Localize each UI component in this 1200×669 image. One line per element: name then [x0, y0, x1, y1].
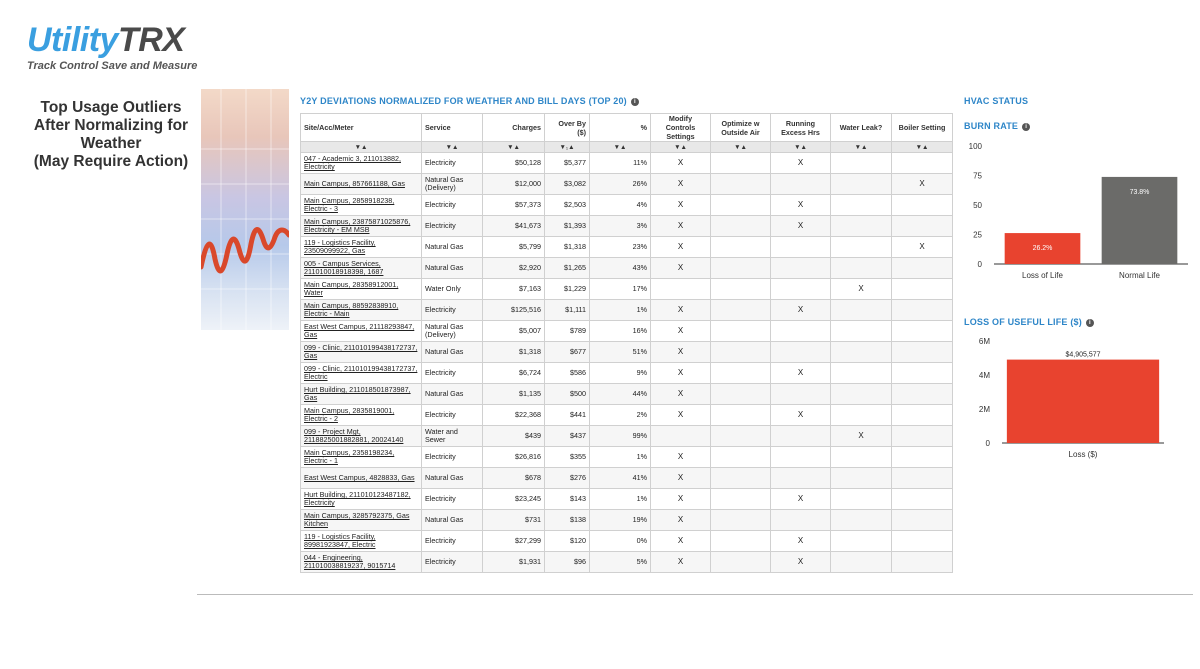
table-cell-pct: 17% [590, 279, 651, 300]
table-cell-site[interactable]: Main Campus, 2858918238, Electric - 3 [301, 195, 422, 216]
y-tick-label: 50 [973, 201, 982, 210]
table-cell-running: X [771, 216, 831, 237]
table-cell-modify: X [651, 510, 711, 531]
table-cell-leak: X [831, 426, 892, 447]
table-cell-over-by: $437 [545, 426, 590, 447]
table-cell-running: X [771, 363, 831, 384]
table-cell-optimize [711, 174, 771, 195]
table-title [300, 96, 639, 106]
table-cell-modify: X [651, 174, 711, 195]
table-cell-service: Electricity [422, 405, 483, 426]
table-cell-modify: X [651, 552, 711, 573]
table-cell-running: X [771, 300, 831, 321]
table-cell-running [771, 279, 831, 300]
table-cell-charges: $6,724 [483, 363, 545, 384]
table-cell-modify: X [651, 447, 711, 468]
table-cell-modify: X [651, 489, 711, 510]
table-cell-charges: $57,373 [483, 195, 545, 216]
table-cell-optimize [711, 216, 771, 237]
table-cell-site[interactable]: Main Campus, 2835819001, Electric - 2 [301, 405, 422, 426]
table-cell-charges: $22,368 [483, 405, 545, 426]
table-cell-charges: $1,135 [483, 384, 545, 405]
table-cell-leak [831, 468, 892, 489]
table-cell-boiler [892, 279, 953, 300]
table-row [301, 363, 953, 384]
table-cell-boiler [892, 384, 953, 405]
table-cell-over-by: $5,377 [545, 153, 590, 174]
table-cell-modify: X [651, 531, 711, 552]
table-cell-charges: $1,318 [483, 342, 545, 363]
table-cell-modify: X [651, 405, 711, 426]
table-cell-leak [831, 342, 892, 363]
hvac-title: HVAC STATUS [964, 96, 1029, 106]
table-cell-over-by: $276 [545, 468, 590, 489]
table-cell-charges: $26,816 [483, 447, 545, 468]
table-cell-running [771, 384, 831, 405]
table-cell-service: Natural Gas (Delivery) [422, 321, 483, 342]
info-icon[interactable]: i [1086, 319, 1094, 327]
table-cell-modify: X [651, 195, 711, 216]
table-cell-charges: $12,000 [483, 174, 545, 195]
table-cell-optimize [711, 258, 771, 279]
table-cell-service: Natural Gas [422, 468, 483, 489]
table-row [301, 510, 953, 531]
table-row [301, 342, 953, 363]
bar-data-label: 26.2% [1032, 245, 1053, 253]
table-cell-pct: 3% [590, 216, 651, 237]
x-tick-label: Loss ($) [1068, 450, 1098, 459]
side-title-line: Weather [80, 135, 142, 152]
table-cell-boiler [892, 531, 953, 552]
table-cell-optimize [711, 195, 771, 216]
table-cell-leak [831, 300, 892, 321]
table-cell-service: Electricity [422, 300, 483, 321]
bar-data-label: $4,905,577 [1065, 351, 1101, 359]
table-cell-service: Electricity [422, 489, 483, 510]
table-cell-service: Electricity [422, 216, 483, 237]
burn-rate-title [964, 121, 1030, 131]
table-cell-service: Electricity [422, 195, 483, 216]
table-cell-boiler [892, 552, 953, 573]
table-cell-modify: X [651, 237, 711, 258]
side-title-line: Top Usage Outliers [40, 99, 182, 116]
table-row [301, 258, 953, 279]
table-cell-leak [831, 552, 892, 573]
table-cell-running [771, 237, 831, 258]
table-row [301, 531, 953, 552]
table-cell-optimize [711, 342, 771, 363]
sort-toggle[interactable]: ▼▲ [590, 142, 651, 153]
table-cell-leak [831, 216, 892, 237]
table-cell-charges: $23,245 [483, 489, 545, 510]
table-row [301, 300, 953, 321]
side-title-line: (May Require Action) [33, 153, 189, 170]
table-cell-pct: 0% [590, 531, 651, 552]
table-cell-site[interactable]: East West Campus, 4828833, Gas [301, 468, 422, 489]
table-cell-pct: 1% [590, 447, 651, 468]
table-cell-site[interactable]: Main Campus, 3285792375, Gas Kitchen [301, 510, 422, 531]
table-cell-optimize [711, 447, 771, 468]
table-cell-boiler [892, 510, 953, 531]
table-cell-site[interactable]: Main Campus, 28358912001, Water [301, 279, 422, 300]
table-cell-modify: X [651, 384, 711, 405]
table-cell-charges: $5,799 [483, 237, 545, 258]
table-cell-over-by: $677 [545, 342, 590, 363]
col-header-charges[interactable]: Charges [483, 114, 545, 142]
table-cell-over-by: $1,111 [545, 300, 590, 321]
table-cell-running: X [771, 552, 831, 573]
deviations-table [300, 113, 953, 573]
divider [197, 594, 1193, 595]
table-row [301, 489, 953, 510]
table-cell-service: Electricity [422, 153, 483, 174]
table-cell-pct: 1% [590, 300, 651, 321]
table-cell-over-by: $1,393 [545, 216, 590, 237]
table-row [301, 195, 953, 216]
info-icon[interactable]: i [631, 98, 639, 106]
table-cell-boiler [892, 258, 953, 279]
table-cell-boiler [892, 342, 953, 363]
table-cell-leak [831, 174, 892, 195]
table-cell-running: X [771, 531, 831, 552]
table-cell-modify: X [651, 258, 711, 279]
table-cell-charges: $731 [483, 510, 545, 531]
table-cell-optimize [711, 321, 771, 342]
table-cell-site[interactable]: 099 - Clinic, 211010199438172737, Electric [301, 363, 422, 384]
y-tick-label: 75 [973, 171, 982, 181]
table-cell-modify: X [651, 363, 711, 384]
table-cell-boiler [892, 216, 953, 237]
table-cell-pct: 19% [590, 510, 651, 531]
table-cell-over-by: $2,503 [545, 195, 590, 216]
table-cell-optimize [711, 153, 771, 174]
table-cell-optimize [711, 279, 771, 300]
loss-title-text: LOSS OF USEFUL LIFE ($) [964, 317, 1082, 327]
table-cell-optimize [711, 552, 771, 573]
table-cell-service: Electricity [422, 363, 483, 384]
table-cell-boiler [892, 195, 953, 216]
table-cell-boiler: X [892, 174, 953, 195]
table-row [301, 447, 953, 468]
y-tick-label: 25 [973, 230, 982, 240]
loss-title [964, 317, 1094, 327]
table-cell-over-by: $789 [545, 321, 590, 342]
table-cell-optimize [711, 468, 771, 489]
table-cell-leak [831, 237, 892, 258]
table-row [301, 174, 953, 195]
table-cell-modify: X [651, 321, 711, 342]
y-tick-label: 100 [968, 142, 982, 151]
table-row [301, 321, 953, 342]
col-header-boiler[interactable]: Boiler Setting [892, 114, 953, 142]
burn-rate-title-text: BURN RATE [964, 121, 1019, 131]
table-cell-boiler [892, 447, 953, 468]
table-cell-site[interactable]: 099 - Project Mgt, 2118825001882881, 20024140 [301, 426, 422, 447]
table-cell-site[interactable]: Main Campus, 2358198234, Electric - 1 [301, 447, 422, 468]
table-cell-optimize [711, 300, 771, 321]
sort-toggle[interactable]: ▼▲ [422, 142, 483, 153]
table-cell-optimize [711, 405, 771, 426]
table-cell-site[interactable]: Main Campus, 88592838910, Electric - Main [301, 300, 422, 321]
sort-toggle[interactable]: ▼▲ [711, 142, 771, 153]
table-body [301, 153, 953, 573]
table-cell-over-by: $500 [545, 384, 590, 405]
table-cell-charges: $2,920 [483, 258, 545, 279]
table-cell-site[interactable]: Main Campus, 857661188, Gas [301, 174, 422, 195]
table-cell-site[interactable]: 005 - Campus Services, 211010018918398, 1687 [301, 258, 422, 279]
x-tick-label: Loss of Life [1022, 271, 1063, 280]
table-cell-pct: 16% [590, 321, 651, 342]
sort-toggle[interactable]: ▼▲ [831, 142, 892, 153]
table-cell-optimize [711, 426, 771, 447]
table-row [301, 426, 953, 447]
table-cell-leak [831, 321, 892, 342]
table-cell-running [771, 447, 831, 468]
col-header-service[interactable]: Service [422, 114, 483, 142]
table-cell-pct: 41% [590, 468, 651, 489]
table-cell-leak [831, 489, 892, 510]
table-cell-site[interactable]: 119 - Logistics Facility, 89981923847, Electric [301, 531, 422, 552]
table-cell-leak: X [831, 279, 892, 300]
table-cell-site[interactable]: 119 - Logistics Facility, 23509099922, Gas [301, 237, 422, 258]
table-cell-leak [831, 531, 892, 552]
table-row [301, 405, 953, 426]
table-cell-leak [831, 384, 892, 405]
sort-toggle[interactable]: ▼▲ [301, 142, 422, 153]
table-cell-running [771, 258, 831, 279]
table-cell-charges: $678 [483, 468, 545, 489]
brand-logo[interactable] [27, 22, 197, 72]
table-cell-pct: 44% [590, 384, 651, 405]
sort-toggle[interactable]: ▼▲ [892, 142, 953, 153]
table-cell-running [771, 174, 831, 195]
y-tick-label: 2M [978, 405, 990, 414]
table-cell-charges: $5,007 [483, 321, 545, 342]
table-cell-over-by: $441 [545, 405, 590, 426]
table-row [301, 216, 953, 237]
table-cell-leak [831, 447, 892, 468]
table-title-text: Y2Y DEVIATIONS NORMALIZED FOR WEATHER AND BILL DAYS (TOP 20) [300, 96, 627, 106]
y-tick-label: 4M [978, 371, 990, 380]
sort-controls-row [301, 142, 953, 153]
table-cell-leak [831, 405, 892, 426]
table-cell-service: Electricity [422, 447, 483, 468]
table-cell-pct: 2% [590, 405, 651, 426]
col-header-pct[interactable]: % [590, 114, 651, 142]
table-cell-over-by: $1,318 [545, 237, 590, 258]
y-tick-label: 6M [978, 337, 990, 346]
table-header-row [301, 114, 953, 142]
table-cell-modify [651, 279, 711, 300]
table-cell-running: X [771, 405, 831, 426]
table-cell-service: Natural Gas [422, 384, 483, 405]
table-cell-site[interactable]: 044 - Engineering, 211010038819237, 9015714 [301, 552, 422, 573]
table-cell-running [771, 321, 831, 342]
table-cell-charges: $41,673 [483, 216, 545, 237]
table-cell-over-by: $355 [545, 447, 590, 468]
table-cell-boiler [892, 468, 953, 489]
table-cell-running [771, 426, 831, 447]
table-cell-boiler [892, 153, 953, 174]
table-cell-charges: $7,163 [483, 279, 545, 300]
col-header-optimize[interactable]: Optimize w Outside Air [711, 114, 771, 142]
table-cell-over-by: $120 [545, 531, 590, 552]
col-header-modify[interactable]: Modify Controls Settings [651, 114, 711, 142]
table-cell-site[interactable]: 047 - Academic 3, 211013882, Electricity [301, 153, 422, 174]
table-cell-over-by: $1,265 [545, 258, 590, 279]
table-cell-leak [831, 153, 892, 174]
table-cell-boiler [892, 426, 953, 447]
loss-of-life-chart [958, 334, 1192, 466]
table-cell-pct: 5% [590, 552, 651, 573]
table-cell-boiler: X [892, 237, 953, 258]
table-cell-modify [651, 426, 711, 447]
side-title-line: After Normalizing for [33, 117, 189, 134]
burn-rate-chart [958, 138, 1192, 286]
table-cell-charges: $50,128 [483, 153, 545, 174]
table-cell-over-by: $96 [545, 552, 590, 573]
table-cell-service: Electricity [422, 552, 483, 573]
table-row [301, 153, 953, 174]
table-row [301, 552, 953, 573]
col-header-site[interactable]: Site/Acc/Meter [301, 114, 422, 142]
sort-toggle[interactable]: ▼₁▲ [545, 142, 590, 153]
brand-name-utility: Utility [27, 21, 118, 59]
table-cell-site[interactable]: East West Campus, 21118293847, Gas [301, 321, 422, 342]
table-cell-leak [831, 195, 892, 216]
y-tick-label: 0 [977, 260, 982, 269]
table-cell-service: Natural Gas [422, 342, 483, 363]
sort-toggle[interactable]: ▼▲ [651, 142, 711, 153]
table-cell-leak [831, 363, 892, 384]
table-row [301, 384, 953, 405]
bar-data-label: 73.8% [1129, 188, 1150, 196]
table-cell-boiler [892, 300, 953, 321]
table-cell-modify: X [651, 216, 711, 237]
table-cell-boiler [892, 363, 953, 384]
table-cell-running: X [771, 489, 831, 510]
table-cell-pct: 11% [590, 153, 651, 174]
brand-tagline: Track Control Save and Measure [27, 60, 198, 72]
sort-toggle[interactable]: ▼▲ [483, 142, 545, 153]
table-cell-running: X [771, 153, 831, 174]
y-tick-label: 0 [985, 439, 990, 448]
table-cell-pct: 1% [590, 489, 651, 510]
table-cell-boiler [892, 489, 953, 510]
table-cell-optimize [711, 489, 771, 510]
decorative-chart-image [201, 89, 289, 330]
table-cell-pct: 26% [590, 174, 651, 195]
table-cell-optimize [711, 363, 771, 384]
table-cell-service: Water Only [422, 279, 483, 300]
col-header-over-by[interactable]: Over By ($) [545, 114, 590, 142]
table-cell-running [771, 510, 831, 531]
table-cell-service: Natural Gas [422, 258, 483, 279]
table-cell-over-by: $138 [545, 510, 590, 531]
table-row [301, 468, 953, 489]
table-row [301, 237, 953, 258]
table-cell-running [771, 342, 831, 363]
table-cell-over-by: $3,082 [545, 174, 590, 195]
x-tick-label: Normal Life [1119, 271, 1160, 280]
table-cell-pct: 51% [590, 342, 651, 363]
brand-name-trx: TRX [117, 21, 185, 59]
table-cell-pct: 4% [590, 195, 651, 216]
table-cell-charges: $27,299 [483, 531, 545, 552]
table-cell-site[interactable]: Hurt Building, 211010123487182, Electricity [301, 489, 422, 510]
table-cell-modify: X [651, 300, 711, 321]
table-row [301, 279, 953, 300]
table-cell-optimize [711, 384, 771, 405]
table-cell-over-by: $143 [545, 489, 590, 510]
table-cell-pct: 23% [590, 237, 651, 258]
table-cell-running: X [771, 195, 831, 216]
bar [1007, 360, 1159, 443]
table-cell-service: Natural Gas (Delivery) [422, 174, 483, 195]
table-cell-service: Natural Gas [422, 510, 483, 531]
table-cell-service: Natural Gas [422, 237, 483, 258]
table-cell-modify: X [651, 342, 711, 363]
table-cell-pct: 43% [590, 258, 651, 279]
table-cell-optimize [711, 237, 771, 258]
table-cell-pct: 9% [590, 363, 651, 384]
table-cell-service: Water and Sewer [422, 426, 483, 447]
table-cell-boiler [892, 321, 953, 342]
col-header-running[interactable]: Running Excess Hrs [771, 114, 831, 142]
table-cell-site[interactable]: Hurt Building, 211018501873987, Gas [301, 384, 422, 405]
table-cell-leak [831, 258, 892, 279]
table-cell-charges: $439 [483, 426, 545, 447]
table-cell-modify: X [651, 153, 711, 174]
table-cell-over-by: $586 [545, 363, 590, 384]
table-cell-charges: $1,931 [483, 552, 545, 573]
table-cell-modify: X [651, 468, 711, 489]
info-icon[interactable]: i [1022, 123, 1030, 131]
table-cell-site[interactable]: Main Campus, 23875871025876, Electricity - EM MSB [301, 216, 422, 237]
side-title [22, 99, 200, 171]
table-cell-running [771, 468, 831, 489]
decorative-chart-graphic [201, 89, 289, 330]
sort-toggle[interactable]: ▼▲ [771, 142, 831, 153]
table-cell-pct: 99% [590, 426, 651, 447]
table-cell-boiler [892, 405, 953, 426]
table-cell-leak [831, 510, 892, 531]
table-cell-service: Electricity [422, 531, 483, 552]
col-header-leak[interactable]: Water Leak? [831, 114, 892, 142]
table-cell-over-by: $1,229 [545, 279, 590, 300]
table-cell-optimize [711, 510, 771, 531]
table-cell-charges: $125,516 [483, 300, 545, 321]
table-cell-site[interactable]: 099 - Clinic, 211010199438172737, Gas [301, 342, 422, 363]
table-cell-optimize [711, 531, 771, 552]
